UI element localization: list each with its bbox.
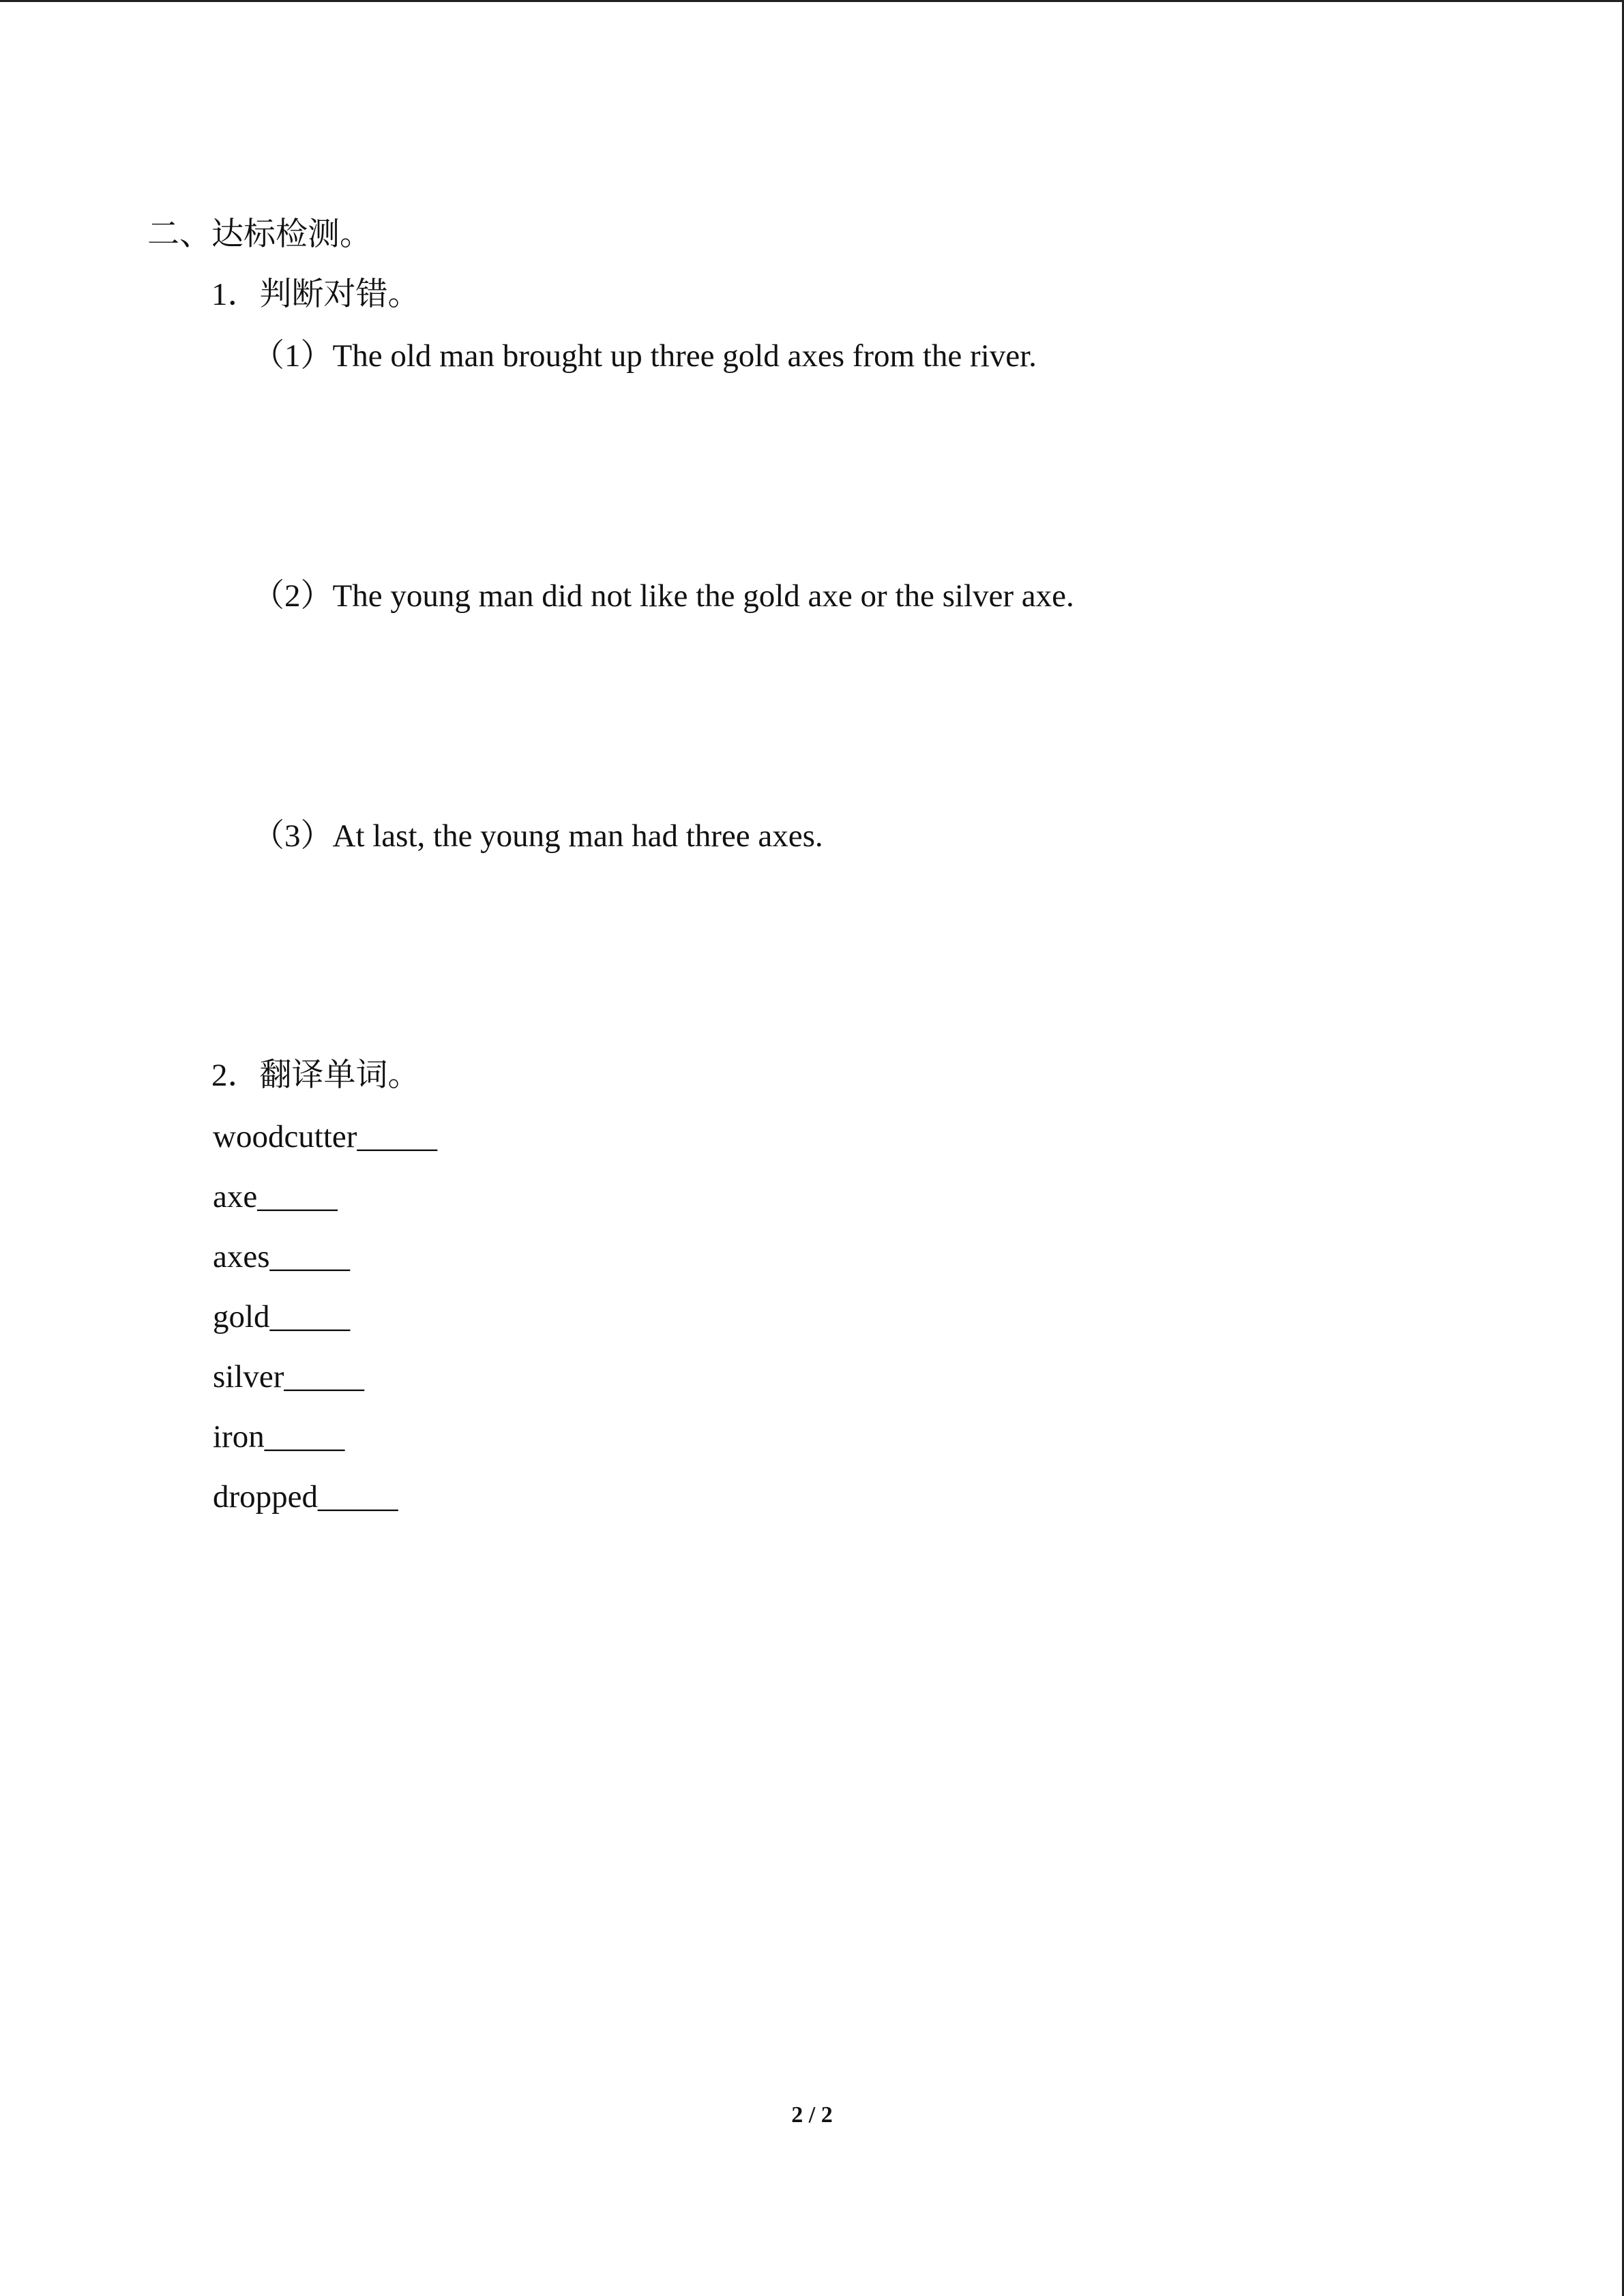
word-item-iron bbox=[213, 1416, 344, 1457]
question-2-title: 2．翻译单词。 bbox=[211, 1058, 420, 1093]
word-item-axe bbox=[213, 1176, 338, 1217]
word-text: axe bbox=[213, 1179, 258, 1214]
word-text: dropped bbox=[213, 1479, 319, 1515]
word-text: iron bbox=[213, 1419, 265, 1455]
word-item-dropped bbox=[213, 1476, 398, 1517]
page-number: 2 / 2 bbox=[791, 2102, 833, 2128]
answer-blank[interactable]: _____ bbox=[269, 1299, 351, 1335]
answer-blank[interactable]: _____ bbox=[357, 1119, 437, 1154]
word-item-gold bbox=[213, 1296, 350, 1337]
question-1-item-2: （2）The young man did not like the gold axe or the silver axe. bbox=[252, 578, 1074, 614]
question-1-title: 1．判断对错。 bbox=[211, 277, 420, 312]
answer-blank[interactable]: _____ bbox=[318, 1479, 398, 1515]
word-text: axes bbox=[213, 1239, 270, 1274]
answer-blank[interactable]: _____ bbox=[284, 1359, 364, 1395]
section-title: 二、达标检测。 bbox=[147, 217, 372, 252]
word-item-silver bbox=[213, 1356, 364, 1397]
question-1-item-3: （3）At last, the young man had three axes. bbox=[252, 818, 823, 854]
word-text: woodcutter bbox=[213, 1119, 357, 1154]
answer-blank[interactable]: _____ bbox=[257, 1179, 338, 1214]
answer-blank[interactable]: _____ bbox=[264, 1419, 345, 1455]
answer-blank[interactable]: _____ bbox=[269, 1239, 351, 1274]
word-item-axes bbox=[213, 1236, 350, 1277]
word-text: silver bbox=[213, 1359, 284, 1395]
page-border-top bbox=[0, 0, 1624, 2]
word-text: gold bbox=[213, 1299, 270, 1335]
question-1-item-1: （1）The old man brought up three gold axes from the river. bbox=[252, 338, 1037, 374]
word-item-woodcutter bbox=[213, 1116, 437, 1157]
